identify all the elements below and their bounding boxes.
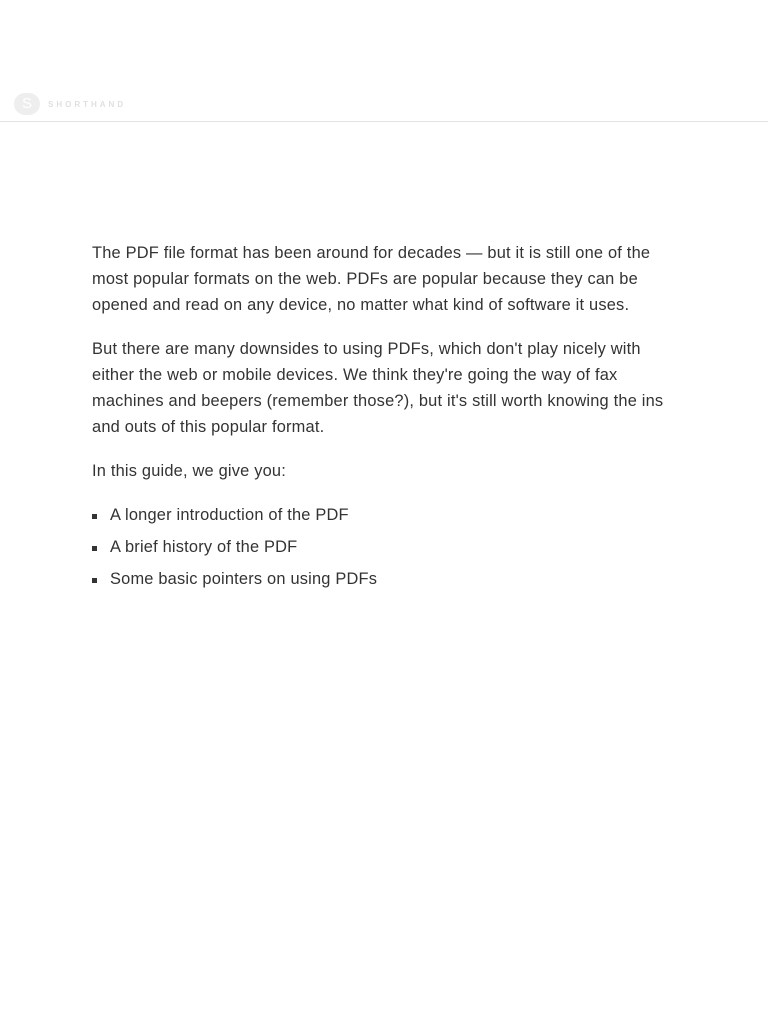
brand-name: SHORTHAND bbox=[48, 99, 127, 109]
list-item bbox=[92, 534, 682, 560]
list-item bbox=[92, 566, 682, 592]
brand-logo-link[interactable] bbox=[14, 93, 126, 115]
site-header bbox=[0, 0, 768, 122]
bullet-square-icon bbox=[92, 546, 97, 551]
list-item-text: Some basic pointers on using PDFs bbox=[110, 570, 378, 588]
list-item-text: A brief history of the PDF bbox=[110, 538, 298, 556]
shorthand-logo-icon: S bbox=[14, 93, 40, 115]
bullet-square-icon bbox=[92, 578, 97, 583]
list-item-text: A longer introduction of the PDF bbox=[110, 506, 349, 524]
guide-contents-list bbox=[92, 502, 682, 592]
downsides-paragraph: But there are many downsides to using PDFs, which don't play nicely with either the web or mobile devices. We think they're going the way of fax machines and beepers (remember those?), but it's still worth knowing the ins and outs of this popular format. bbox=[92, 340, 664, 436]
bullet-square-icon bbox=[92, 514, 97, 519]
guide-lead-paragraph: In this guide, we give you: bbox=[92, 462, 287, 480]
intro-paragraph: The PDF file format has been around for decades — but it is still one of the most popular formats on the web. PDFs are popular because they can be opened and read on any device, no matter what kind of software it uses. bbox=[92, 244, 651, 314]
article-body bbox=[92, 240, 682, 598]
list-item bbox=[92, 502, 682, 528]
